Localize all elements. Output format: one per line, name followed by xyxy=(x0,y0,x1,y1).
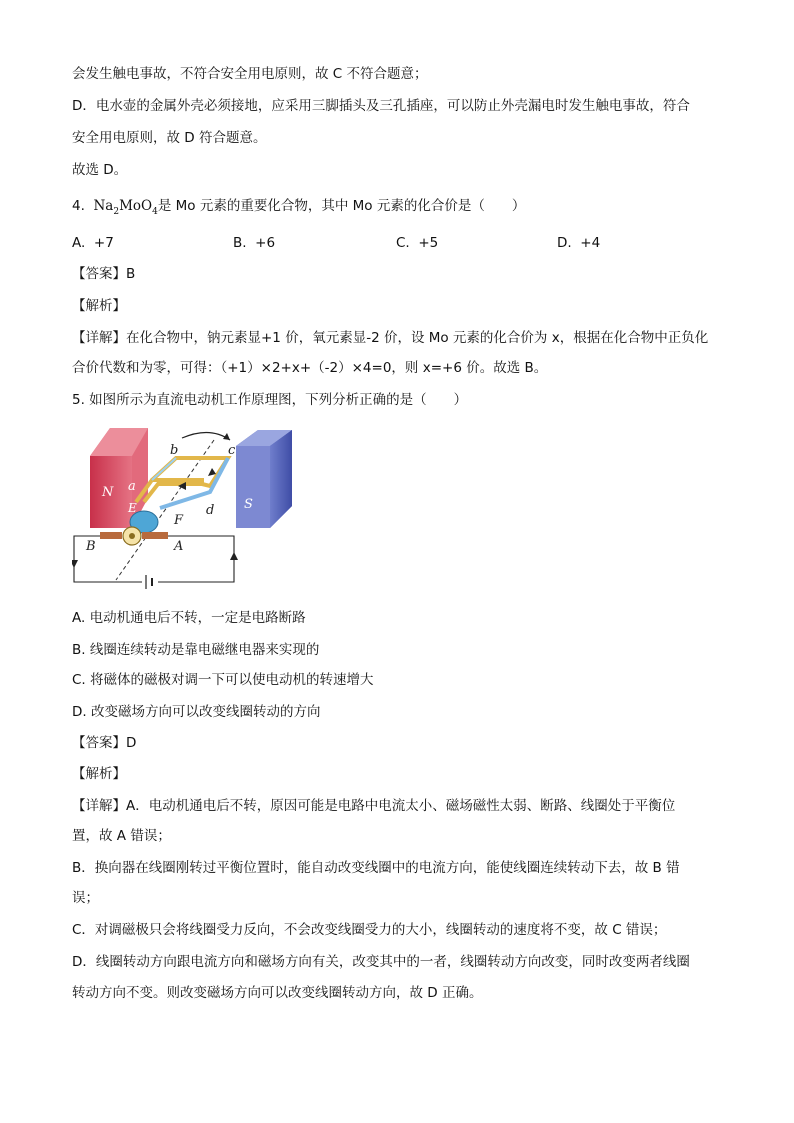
q5-detail-4: 误； xyxy=(72,890,99,906)
q4-answer: 【答案】B xyxy=(72,266,136,282)
q3-line-3: 安全用电原则，故 D 符合题意。 xyxy=(72,130,267,146)
q4-detail-1: 【详解】在化合物中，钠元素显+1 价，氧元素显-2 价，设 Mo 元素的化合价为 x，根据在化合物中正负化 xyxy=(72,330,709,346)
q5-stem: 5. 如图所示为直流电动机工作原理图，下列分析正确的是（ ） xyxy=(72,392,468,408)
q4-option-a: A. +7 xyxy=(72,235,114,251)
label-f: F xyxy=(174,513,184,528)
q5-detail-1: 【详解】A．电动机通电后不转，原因可能是电路中电流太小、磁场磁性太弱、断路、线圈处于平衡位 xyxy=(72,798,676,814)
label-e: E xyxy=(128,501,137,515)
magnet-s xyxy=(236,430,292,528)
brush-a xyxy=(142,532,168,539)
motor-diagram xyxy=(72,428,298,590)
q4-option-b: B. +6 xyxy=(233,235,276,251)
label-c: c xyxy=(228,443,236,458)
q5-analysis-heading: 【解析】 xyxy=(72,766,126,782)
q4-stem-text: 是 Mo 元素的重要化合物，其中 Mo 元素的化合价是（ ） xyxy=(157,198,526,214)
q4-analysis-heading: 【解析】 xyxy=(72,298,126,314)
q5-option-b: B. 线圈连续转动是靠电磁继电器来实现的 xyxy=(72,642,320,658)
q3-line-1: 会发生触电事故，不符合安全用电原则，故 C 不符合题意； xyxy=(72,66,428,82)
q4-detail-2: 合价代数和为零，可得：（+1）×2+x+（-2）×4=0，则 x=+6 价。故选 B。 xyxy=(72,360,548,376)
magnet-s-label: S xyxy=(244,497,253,512)
circuit-arrow-right xyxy=(230,552,238,560)
current-arrow-cd xyxy=(208,468,216,476)
q4-stem xyxy=(72,196,525,218)
q3-line-4: 故选 D。 xyxy=(72,162,128,178)
rotation-arrow xyxy=(182,432,230,440)
q4-formula: $Na_2MoO_4$ xyxy=(93,198,158,217)
q5-detail-5: C．对调磁极只会将线圈受力反向，不会改变线圈受力的大小，线圈转动的速度将不变，故 C 错误； xyxy=(72,922,667,938)
q5-detail-7: 转动方向不变。则改变磁场方向可以改变线圈转动方向，故 D 正确。 xyxy=(72,985,483,1001)
q5-answer: 【答案】D xyxy=(72,735,137,751)
label-b-brush: B xyxy=(86,539,96,554)
label-a-brush: A xyxy=(174,539,184,554)
label-b: b xyxy=(170,443,179,458)
magnet-n-label: N xyxy=(102,485,114,500)
q5-option-d: D. 改变磁场方向可以改变线圈转动的方向 xyxy=(72,704,321,720)
q3-line-2: D．电水壶的金属外壳必须接地，应采用三脚插头及三孔插座，可以防止外壳漏电时发生触电事故，符合 xyxy=(72,98,690,114)
q5-detail-3: B．换向器在线圈刚转过平衡位置时，能自动改变线圈中的电流方向，能使线圈连续转动下去，故 B 错 xyxy=(72,860,680,876)
circuit-right xyxy=(158,536,234,582)
q5-option-a: A. 电动机通电后不转，一定是电路断路 xyxy=(72,610,306,626)
brush-b xyxy=(100,532,122,539)
q4-number: 4. xyxy=(72,198,85,214)
q5-option-c: C. 将磁体的磁极对调一下可以使电动机的转速增大 xyxy=(72,672,374,688)
q4-option-d: D. +4 xyxy=(557,235,601,251)
label-d: d xyxy=(206,503,215,518)
q4-option-c: C. +5 xyxy=(396,235,439,251)
circuit-arrow-left xyxy=(72,560,78,568)
q5-detail-6: D．线圈转动方向跟电流方向和磁场方向有关，改变其中的一者，线圈转动方向改变，同时改变两者线圈 xyxy=(72,954,690,970)
label-a: a xyxy=(128,479,136,494)
q5-detail-2: 置，故 A 错误； xyxy=(72,828,171,844)
